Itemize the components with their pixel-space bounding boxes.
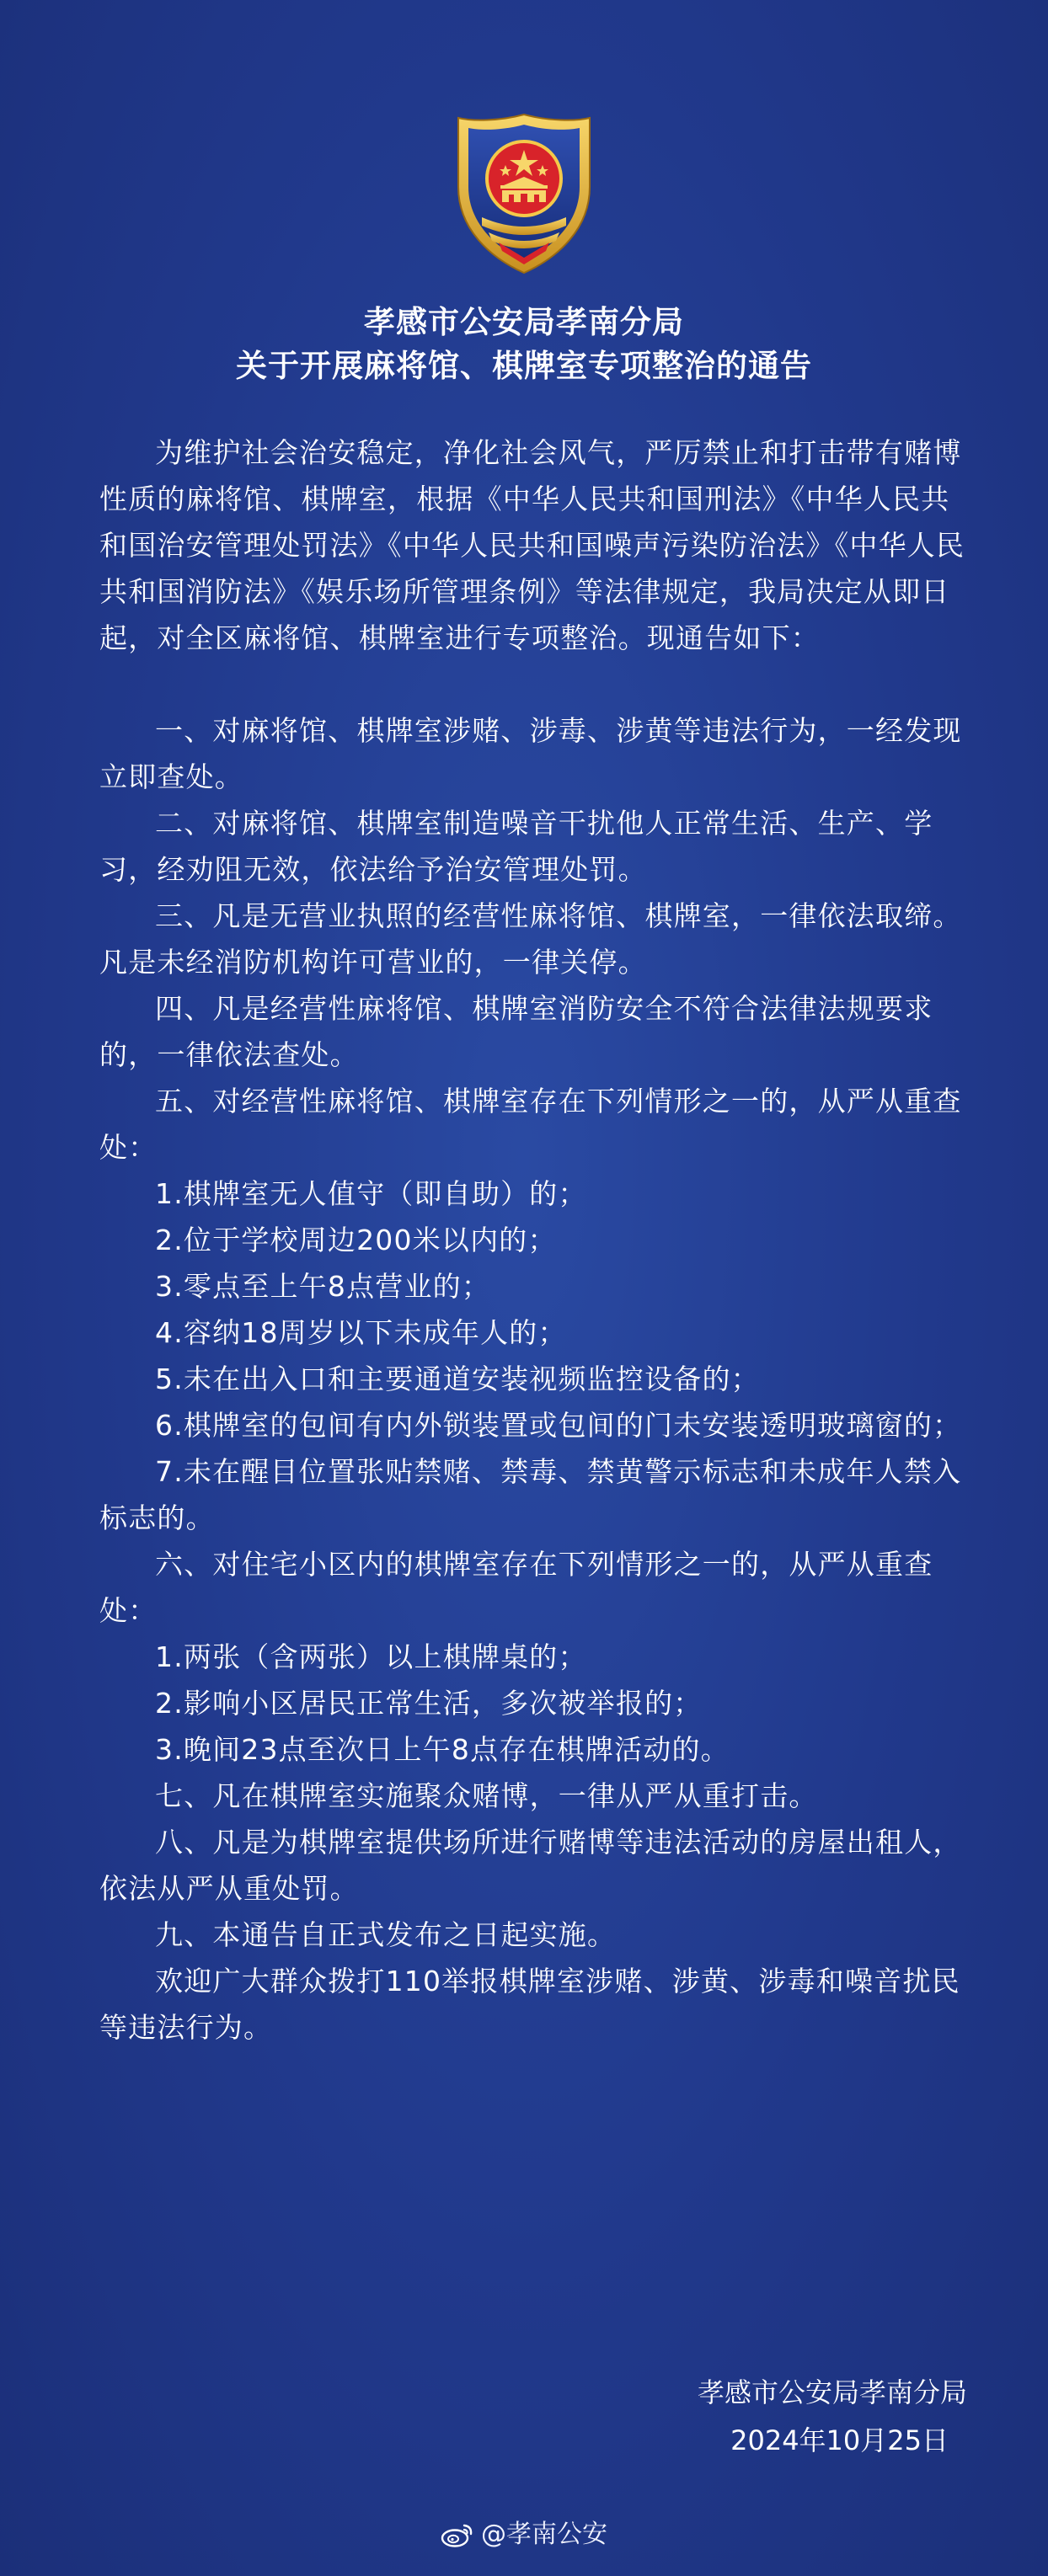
item-5-sub-7: 7.未在醒目位置张贴禁赌、禁毒、禁黄警示标志和未成年人禁入标志的。 xyxy=(99,1455,962,1534)
notice-title-line1: 孝感市公安局孝南分局 xyxy=(364,304,684,340)
item-4: 四、凡是经营性麻将馆、棋牌室消防安全不符合法律法规要求的，一律依法查处。 xyxy=(99,992,933,1071)
weibo-icon xyxy=(441,2522,474,2547)
weibo-watermark xyxy=(0,2518,1048,2552)
item-5-sub-2: 2.位于学校周边200米以内的； xyxy=(155,1224,557,1256)
watermark-handle: @孝南公安 xyxy=(481,2520,607,2549)
item-5-sub-3: 3.零点至上午8点营业的； xyxy=(155,1270,491,1303)
item-9: 九、本通告自正式发布之日起实施。 xyxy=(155,1918,617,1951)
report-invitation: 欢迎广大群众拨打110举报棋牌室涉赌、涉黄、涉毒和噪音扰民等违法行为。 xyxy=(99,1965,960,2044)
item-2: 二、对麻将馆、棋牌室制造噪音干扰他人正常生活、生产、学习，经劝阻无效，依法给予治安管理处罚。 xyxy=(99,807,933,886)
item-5-sub-6: 6.棋牌室的包间有内外锁装置或包间的门未安装透明玻璃窗的； xyxy=(155,1409,962,1442)
police-emblem-icon xyxy=(448,109,600,278)
item-6: 六、对住宅小区内的棋牌室存在下列情形之一的，从严从重查处： xyxy=(99,1548,933,1627)
item-5-sub-5: 5.未在出入口和主要通道安装视频监控设备的； xyxy=(155,1363,760,1395)
item-5-sub-1: 1.棋牌室无人值守（即自助）的； xyxy=(155,1177,587,1210)
intro-paragraph: 为维护社会治安稳定，净化社会风气，严厉禁止和打击带有赌博性质的麻将馆、棋牌室，根据《中华人民共和国刑法》《中华人民共和国治安管理处罚法》《中华人民共和国噪声污染防治法》《中华人民共和国消防法》《娱乐场所管理条例》等法律规定，我局决定从即日起，对全区麻将馆、棋牌室进行专项整治。现通告如下： xyxy=(99,436,965,654)
item-5-sub-4: 4.容纳18周岁以下未成年人的； xyxy=(155,1316,567,1349)
item-1: 一、对麻将馆、棋牌室涉赌、涉毒、涉黄等违法行为，一经发现立即查处。 xyxy=(99,714,962,793)
paragraph-gap xyxy=(99,661,967,707)
item-6-sub-3: 3.晚间23点至次日上午8点存在棋牌活动的。 xyxy=(155,1733,730,1766)
signature-date: 2024年10月25日 xyxy=(730,2424,949,2456)
item-7: 七、凡在棋牌室实施聚众赌博，一律从严从重打击。 xyxy=(155,1779,818,1812)
item-6-sub-1: 1.两张（含两张）以上棋牌桌的； xyxy=(155,1640,587,1673)
item-6-sub-2: 2.影响小区居民正常生活，多次被举报的； xyxy=(155,1687,703,1720)
item-5: 五、对经营性麻将馆、棋牌室存在下列情形之一的，从严从重查处： xyxy=(99,1085,962,1164)
signature-org: 孝感市公安局孝南分局 xyxy=(697,2376,967,2408)
item-3: 三、凡是无营业执照的经营性麻将馆、棋牌室，一律依法取缔。凡是未经消防机构许可营业的，一律关停。 xyxy=(99,899,962,979)
notice-body xyxy=(99,429,967,2051)
item-8: 八、凡是为棋牌室提供场所进行赌博等违法活动的房屋出租人，依法从严从重处罚。 xyxy=(99,1826,962,1905)
notice-title-line2: 关于开展麻将馆、棋牌室专项整治的通告 xyxy=(236,348,812,384)
